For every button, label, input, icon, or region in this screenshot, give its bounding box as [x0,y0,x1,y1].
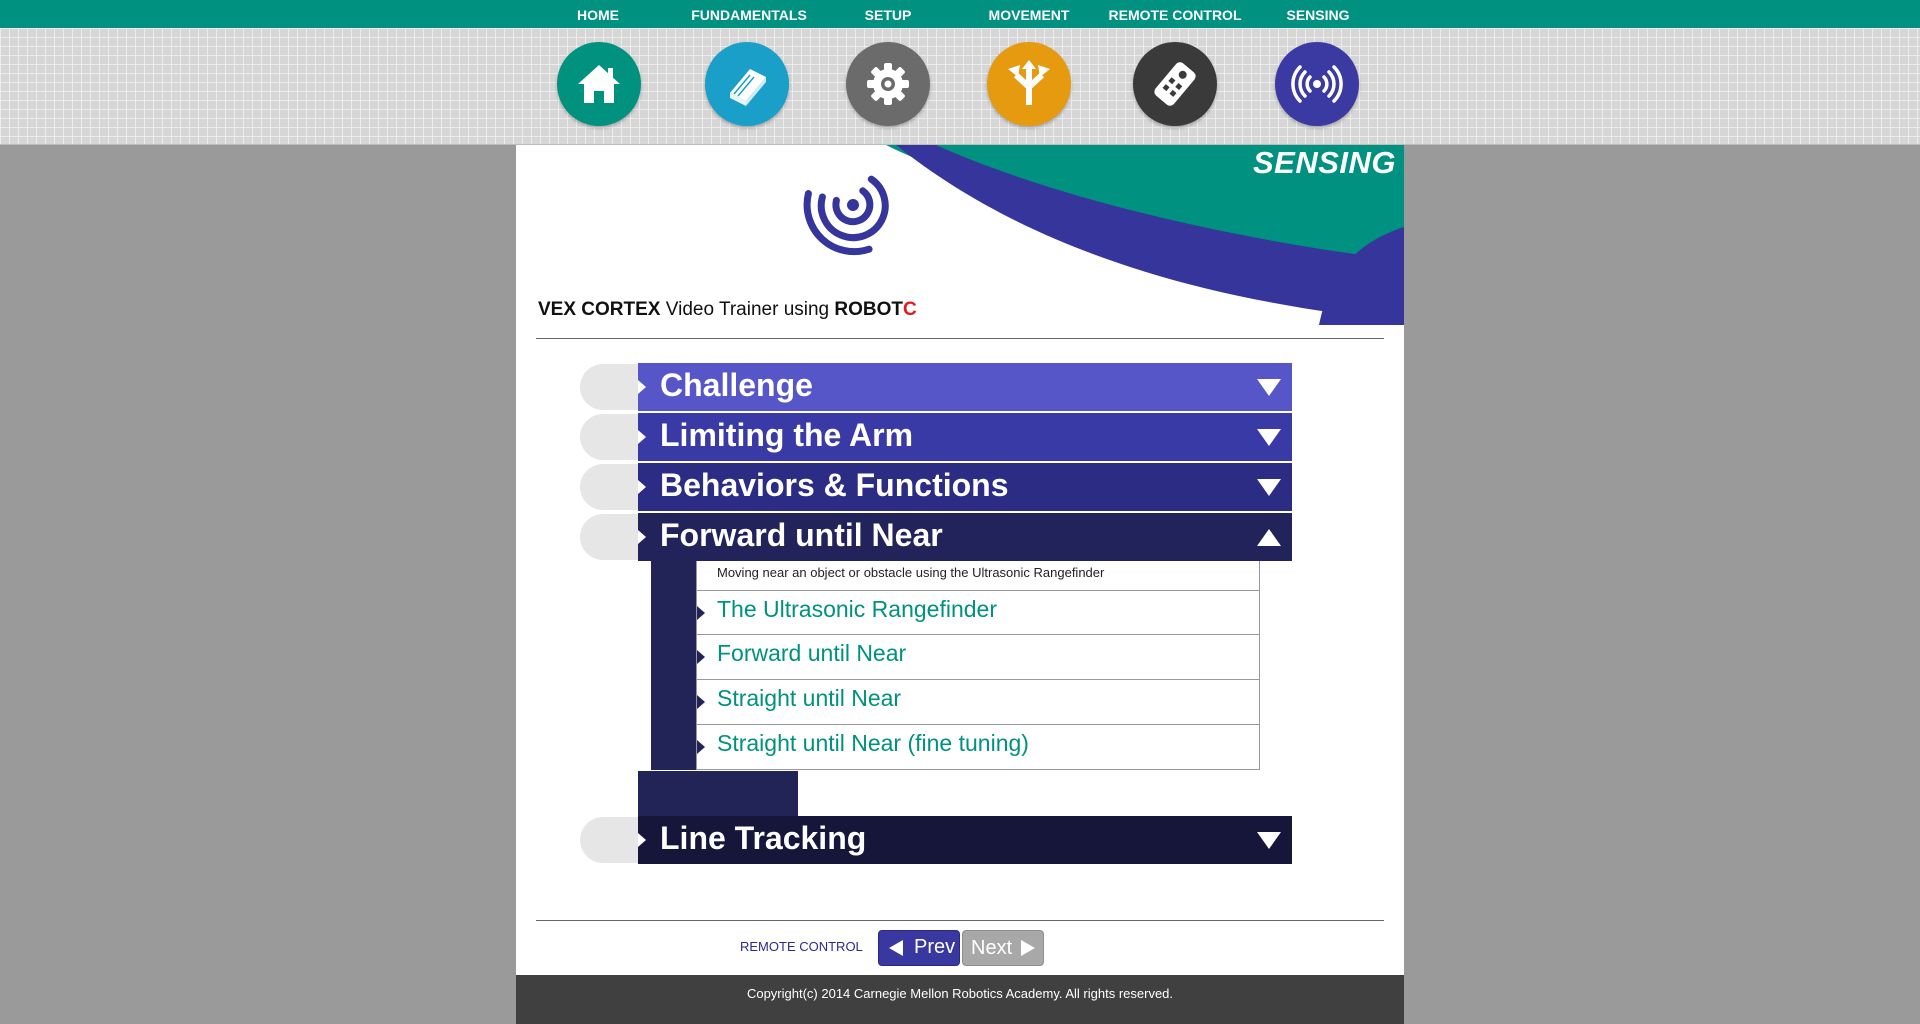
accordion-limiting-the-arm[interactable] [638,413,1292,461]
lesson-label: Straight until Near [717,685,902,711]
section-title: SENSING [1252,145,1396,180]
lesson-link-ultrasonic-rangefinder[interactable] [697,590,1259,634]
lesson-link-forward-until-near[interactable] [697,634,1259,679]
nav-movement-link[interactable]: MOVEMENT [988,7,1070,23]
notch-marker [638,833,646,847]
notch-marker [697,650,705,664]
accordion-forward-until-near[interactable] [638,513,1292,561]
lesson-label: Forward until Near [717,640,907,666]
nav-setup-link[interactable]: SETUP [864,7,912,23]
book-icon [720,57,774,111]
accordion-label: Challenge [660,367,813,403]
lesson-link-straight-until-near-fine-tuning[interactable] [697,724,1259,769]
arrow-right-icon [1021,940,1035,956]
section-description: Moving near an object or obstacle using the Ultrasonic Rangefinder [717,565,1105,580]
subtitle-product: VEX CORTEX [538,299,661,320]
chevron-down-icon [1257,379,1281,396]
notch-marker [697,695,705,709]
course-subtitle [538,299,917,321]
chevron-up-icon [1257,529,1281,546]
expanded-sidebar-decoration [651,561,697,770]
arrow-left-icon [889,940,903,956]
nav-remote-control-button[interactable] [1133,42,1217,126]
accordion-line-tracking[interactable] [638,816,1292,864]
accordion-label: Forward until Near [660,517,943,553]
nav-icon-band [0,28,1920,145]
next-label: Next [971,937,1013,959]
content-panel [516,145,1404,1024]
expanded-lesson-list [696,561,1260,770]
accordion-behaviors-functions[interactable] [638,463,1292,511]
bottom-divider [536,920,1384,921]
notch-marker [638,530,646,544]
nav-sensing-link[interactable]: SENSING [1286,7,1350,23]
nav-movement-button[interactable] [987,42,1071,126]
remote-control-icon [1148,57,1202,111]
top-nav-bar [0,0,1920,28]
home-icon [572,57,626,111]
notch-marker [697,606,705,620]
notch-marker [638,380,646,394]
nav-fundamentals-link[interactable]: FUNDAMENTALS [691,7,807,23]
notch-marker [697,740,705,754]
previous-section-link[interactable]: REMOTE CONTROL [740,939,863,954]
prev-label: Prev [914,936,956,958]
chevron-down-icon [1257,832,1281,849]
chevron-down-icon [1257,479,1281,496]
notch-marker [638,480,646,494]
lesson-label: Straight until Near (fine tuning) [717,730,1029,756]
accordion-challenge[interactable] [638,363,1292,411]
accordion-label: Line Tracking [660,820,867,856]
nav-home-button[interactable] [557,42,641,126]
accordion-label: Limiting the Arm [660,417,914,453]
expanded-footer-decoration [638,771,798,816]
gear-icon [861,57,915,111]
nav-home-link[interactable]: HOME [577,7,619,23]
prev-button[interactable] [878,930,960,966]
nav-sensing-button[interactable] [1275,42,1359,126]
subtitle-c: C [903,299,917,320]
subtitle-text: Video Trainer using [660,299,835,320]
sensing-waves-icon [801,170,899,265]
next-button[interactable] [962,930,1044,966]
subtitle-robot: ROBOT [834,299,904,320]
chevron-down-icon [1257,429,1281,446]
nav-setup-button[interactable] [846,42,930,126]
nav-fundamentals-button[interactable] [705,42,789,126]
lesson-link-straight-until-near[interactable] [697,679,1259,724]
top-divider [536,338,1384,339]
nav-remote-control-link[interactable]: REMOTE CONTROL [1108,7,1242,23]
accordion-label: Behaviors & Functions [660,467,1009,503]
copyright-footer: Copyright(c) 2014 Carnegie Mellon Robotics Academy. All rights reserved. [516,975,1404,1024]
lesson-label: The Ultrasonic Rangefinder [717,596,997,622]
signal-waves-icon [1290,57,1344,111]
split-arrows-icon [1002,57,1056,111]
notch-marker [638,430,646,444]
